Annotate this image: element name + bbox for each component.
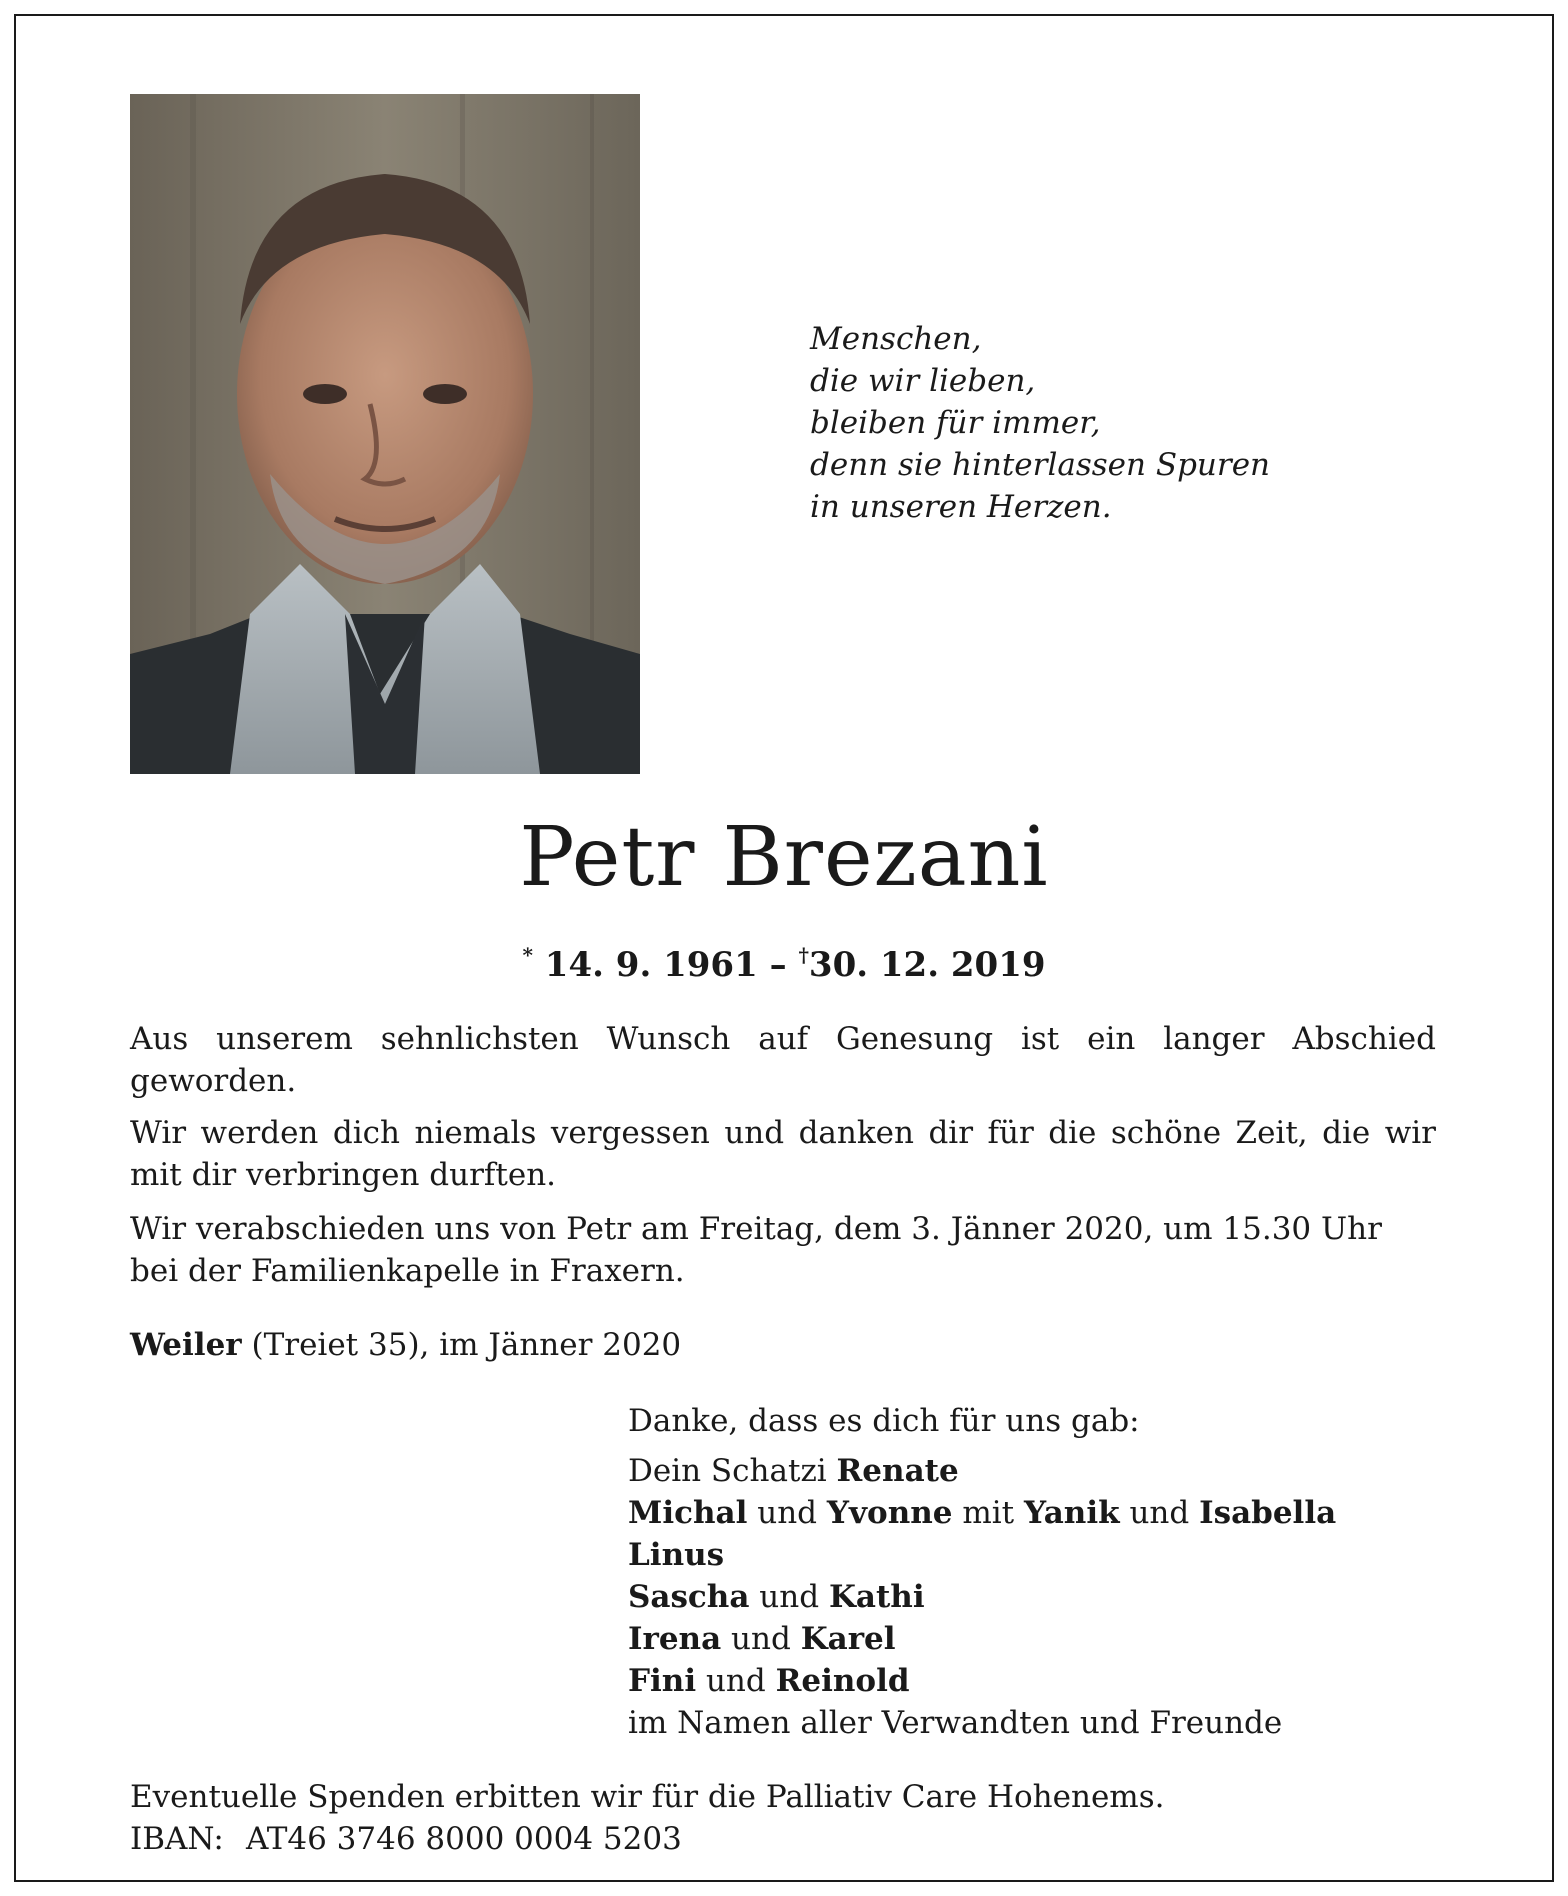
family-member-name: Kathi [828,1579,925,1615]
family-text: und [757,1495,818,1531]
family-member-name: Karel [800,1621,896,1657]
family-line [628,1660,1336,1702]
poem-line: Menschen, [810,321,982,357]
family-member-name: Michal [628,1495,748,1531]
family-member-name: Irena [628,1621,722,1657]
portrait-photo [130,94,640,774]
paragraph-funeral-details: Wir verabschieden uns von Petr am Freitag, dem 3. Jänner 2020, um 15.30 Uhr bei der Familienkapelle in Fraxern. [130,1211,1382,1289]
family-text: und [705,1663,766,1699]
family-line [628,1450,1336,1492]
family-text: und [1129,1495,1190,1531]
deceased-name: Petr Brezani [519,810,1049,905]
poem-line: bleiben für immer, [810,405,1101,441]
family-line [628,1492,1336,1534]
family-member-name: Yvonne [826,1495,953,1531]
family-member-name: Isabella [1199,1495,1337,1531]
donation-text: Eventuelle Spenden erbitten wir für die Palliativ Care Hohenems. [130,1779,1165,1815]
place-town: Weiler [130,1327,242,1363]
iban-line [130,1818,1164,1860]
birth-date: 14. 9. 1961 [544,945,758,985]
family-text: und [759,1579,820,1615]
family-member-name: Linus [628,1537,725,1573]
family-text: mit [962,1495,1015,1531]
place-and-date [130,1324,681,1366]
family-line [628,1534,1336,1576]
family-line [628,1618,1336,1660]
family-member-name: Yanik [1024,1495,1120,1531]
family-list [628,1400,1336,1744]
family-line [628,1576,1336,1618]
donation-note [130,1776,1164,1860]
family-closing: im Namen aller Verwandten und Freunde [628,1705,1283,1741]
paragraph-thanks: Wir werden dich niemals vergessen und danken dir für die schöne Zeit, die wir mit dir verbringen durften. [130,1115,1436,1193]
family-text: Dein Schatzi [628,1453,827,1489]
death-date: 30. 12. 2019 [808,945,1046,985]
poem [810,318,1370,528]
iban-number: AT46 3746 8000 0004 5203 [246,1821,682,1857]
life-dates [0,930,1568,990]
family-member-name: Renate [836,1453,959,1489]
family-member-name: Reinold [775,1663,910,1699]
birth-symbol: * [522,943,533,967]
death-symbol: † [798,943,809,967]
place-rest: (Treiet 35), im Jänner 2020 [251,1327,682,1363]
iban-label: IBAN: [130,1821,224,1857]
family-intro: Danke, dass es dich für uns gab: [628,1403,1140,1439]
portrait-illustration [130,94,640,774]
poem-line: in unseren Herzen. [810,489,1112,525]
family-member-name: Sascha [628,1579,750,1615]
family-member-name: Fini [628,1663,697,1699]
paragraph-farewell: Aus unserem sehnlichsten Wunsch auf Genesung ist ein langer Abschied geworden. [130,1021,1436,1099]
poem-line: denn sie hinterlassen Spuren [810,447,1271,483]
poem-line: die wir lieben, [810,363,1036,399]
date-separator: – [769,945,787,985]
family-text: und [731,1621,791,1657]
